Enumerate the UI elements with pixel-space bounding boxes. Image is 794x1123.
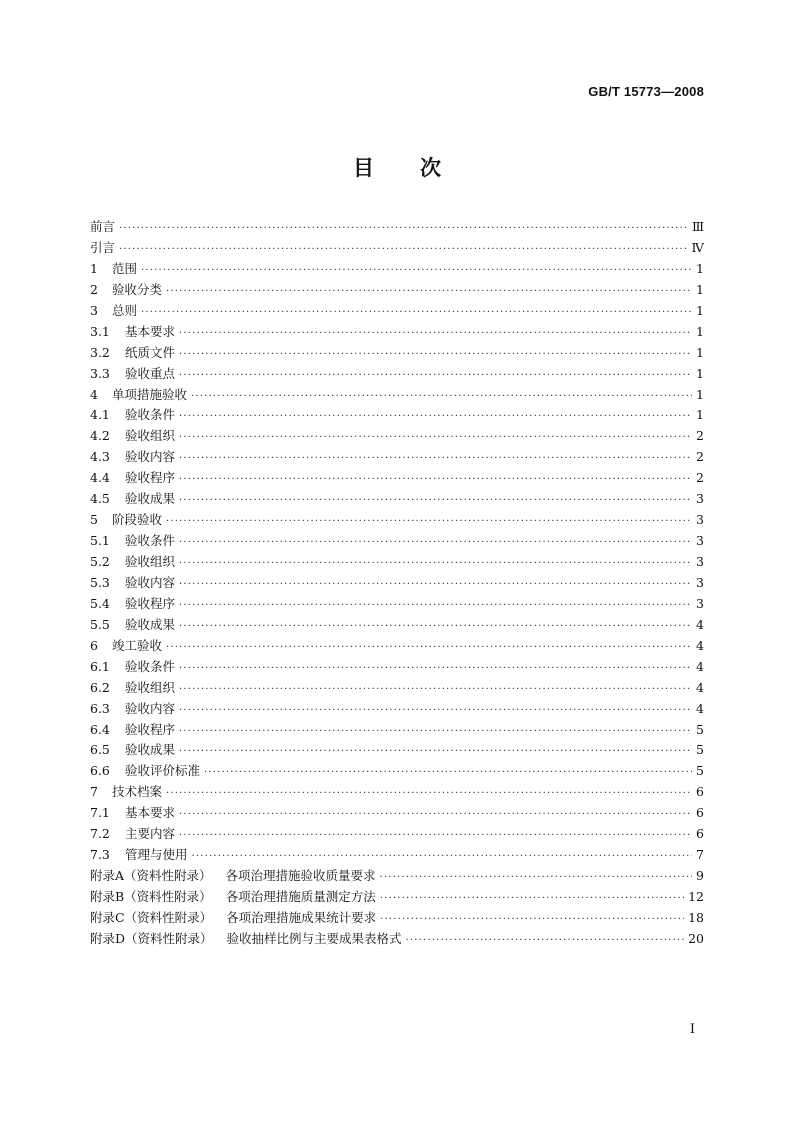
toc-entry-label-group — [90, 761, 200, 782]
toc-entry-number: 5.3 — [90, 574, 110, 590]
toc-entry-page: 2 — [696, 428, 704, 444]
toc-entry-page: 7 — [696, 847, 704, 863]
toc-entry[interactable] — [90, 426, 704, 447]
toc-entry[interactable] — [90, 510, 704, 531]
toc-dot-leader — [179, 701, 692, 722]
toc-dot-leader — [141, 261, 692, 282]
toc-entry-label-group — [90, 740, 175, 761]
toc-entry-page: 4 — [696, 658, 704, 674]
toc-entry-title: 前言 — [90, 219, 116, 234]
toc-title — [0, 152, 794, 182]
toc-dot-leader — [380, 910, 684, 931]
toc-dot-leader — [179, 324, 692, 345]
toc-entry-title: 验收抽样比例与主要成果表格式 — [226, 930, 402, 946]
toc-title-char: 次 — [420, 156, 441, 180]
toc-entry[interactable] — [90, 845, 704, 866]
toc-entry[interactable] — [90, 259, 704, 280]
toc-entry-page: 1 — [696, 386, 704, 402]
toc-entry-page: 3 — [696, 595, 704, 611]
toc-entry-label-group — [90, 929, 402, 950]
toc-entry-label-group — [90, 301, 137, 322]
toc-entry-number: 4.3 — [90, 449, 110, 465]
toc-entry[interactable] — [90, 552, 704, 573]
toc-dot-leader — [179, 742, 692, 763]
toc-entry-number: 6.6 — [90, 763, 110, 779]
toc-entry[interactable] — [90, 908, 704, 929]
toc-dot-leader — [141, 303, 692, 324]
toc-entry-page: 4 — [696, 616, 704, 632]
toc-entry-page: 2 — [696, 449, 704, 465]
toc-entry-label-group — [90, 447, 175, 468]
toc-entry-label-group — [90, 594, 175, 615]
toc-entry-number: 4.4 — [90, 470, 110, 486]
toc-entry-page: 1 — [696, 323, 704, 339]
toc-dot-leader — [380, 868, 692, 889]
toc-entry-title: 验收成果 — [125, 616, 176, 632]
toc-entry-title: 阶段验收 — [112, 512, 163, 528]
toc-entry-title: 验收重点 — [125, 365, 176, 381]
toc-dot-leader — [179, 826, 692, 847]
toc-entry-title: 验收程序 — [125, 595, 176, 611]
toc-entry-number: 4 — [90, 386, 98, 402]
toc-entry-label-group — [90, 866, 376, 887]
toc-dot-leader — [166, 784, 692, 805]
toc-entry-page: 18 — [688, 909, 704, 925]
toc-entry-label-group — [90, 552, 175, 573]
toc-dot-leader — [179, 596, 692, 617]
toc-entry[interactable] — [90, 531, 704, 552]
toc-entry-number: 6 — [90, 637, 98, 653]
toc-dot-leader — [192, 847, 692, 868]
toc-entry-page: 2 — [696, 470, 704, 486]
toc-entry-page: 4 — [696, 637, 704, 653]
toc-entry-title: 验收内容 — [125, 449, 176, 465]
toc-entry-number: 5.4 — [90, 595, 110, 611]
toc-entry-title: 验收内容 — [125, 700, 176, 716]
toc-entry-title: 验收程序 — [125, 470, 176, 486]
toc-dot-leader — [166, 512, 692, 533]
toc-entry-number: 6.4 — [90, 721, 110, 737]
toc-entry[interactable] — [90, 343, 704, 364]
toc-entry-label-group — [90, 887, 376, 908]
toc-entry[interactable] — [90, 803, 704, 824]
toc-entry-label-group — [90, 238, 115, 259]
toc-entry-label-group — [90, 720, 175, 741]
toc-entry-number: 附录D（资料性附录） — [90, 930, 213, 946]
toc-entry-number: 4.1 — [90, 407, 110, 423]
toc-dot-leader — [179, 659, 692, 680]
toc-entry-title: 技术档案 — [112, 784, 163, 800]
toc-entry-number: 1 — [90, 260, 98, 276]
toc-title-char: 目 — [353, 156, 374, 180]
toc-entry-title: 验收组织 — [125, 428, 176, 444]
toc-entry-page: 1 — [696, 407, 704, 423]
toc-entry-title: 主要内容 — [125, 826, 176, 842]
toc-entry-title: 验收条件 — [125, 658, 176, 674]
toc-entry[interactable] — [90, 929, 704, 950]
toc-entry[interactable] — [90, 447, 704, 468]
toc-entry-number: 附录A（资料性附录） — [90, 868, 212, 884]
toc-entry-page: 12 — [688, 889, 704, 904]
toc-entry-page: 3 — [696, 491, 704, 507]
toc-entry-number: 5 — [90, 512, 98, 528]
toc-entry-title: 管理与使用 — [125, 847, 188, 863]
toc-entry[interactable] — [90, 405, 704, 426]
toc-entry[interactable] — [90, 887, 704, 908]
toc-entry-label-group — [90, 343, 175, 364]
toc-entry-title: 验收成果 — [125, 742, 176, 758]
toc-dot-leader — [166, 282, 692, 303]
toc-dot-leader — [191, 387, 692, 408]
toc-entry-title: 引言 — [90, 239, 116, 255]
toc-entry-title: 各项治理措施质量测定方法 — [225, 889, 376, 904]
toc-entry-page: 5 — [696, 721, 704, 737]
toc-dot-leader — [179, 470, 692, 491]
toc-entry-label-group — [90, 699, 175, 720]
toc-entry[interactable] — [90, 385, 704, 406]
toc-entry-label-group — [90, 364, 175, 385]
toc-entry-title: 验收分类 — [112, 281, 163, 297]
toc-entry[interactable] — [90, 824, 704, 845]
toc-entry-page: 6 — [696, 784, 704, 800]
toc-entry[interactable] — [90, 761, 704, 782]
toc-entry[interactable] — [90, 615, 704, 636]
toc-entry[interactable] — [90, 301, 704, 322]
toc-entry-label-group — [90, 803, 175, 824]
toc-dot-leader — [179, 680, 692, 701]
toc-entry-label-group — [90, 489, 175, 510]
toc-entry-label-group — [90, 636, 162, 657]
toc-dot-leader — [179, 533, 692, 554]
toc-dot-leader — [380, 889, 684, 910]
toc-entry-number: 7.1 — [90, 805, 110, 821]
toc-dot-leader — [179, 366, 692, 387]
toc-entry-page: 4 — [696, 679, 704, 695]
toc-dot-leader — [179, 722, 692, 743]
toc-entry[interactable] — [90, 699, 704, 720]
toc-dot-leader — [179, 491, 692, 512]
standard-code: GB/T 15773—2008 — [588, 84, 704, 99]
toc-entry-title: 竣工验收 — [112, 637, 163, 653]
toc-entry-number: 3.2 — [90, 344, 110, 360]
toc-entry-page: 9 — [696, 868, 704, 884]
toc-dot-leader — [204, 763, 692, 784]
toc-entry-label-group — [90, 322, 175, 343]
toc-entry-page: 6 — [696, 826, 704, 842]
toc-entry[interactable] — [90, 322, 704, 343]
toc-entry-title: 单项措施验收 — [112, 386, 188, 402]
toc-entry-title: 验收成果 — [125, 491, 176, 507]
toc-entry-page: 3 — [696, 574, 704, 590]
toc-entry-page: Ⅲ — [691, 219, 704, 234]
toc-entry[interactable] — [90, 782, 704, 803]
toc-entry-title: 各项治理措施验收质量要求 — [225, 868, 376, 884]
toc-entry[interactable] — [90, 636, 704, 657]
toc-entry-label-group — [90, 573, 175, 594]
toc-dot-leader — [179, 575, 692, 596]
toc-entry-label-group — [90, 468, 175, 489]
toc-entry[interactable] — [90, 280, 704, 301]
toc-entry-number: 4.2 — [90, 428, 110, 444]
toc-entry-number: 3.3 — [90, 365, 110, 381]
toc-entry-page: 1 — [696, 302, 704, 318]
toc-entry-number: 7.2 — [90, 826, 110, 842]
toc-entry-page: 5 — [696, 742, 704, 758]
toc-dot-leader — [179, 428, 692, 449]
toc-entry-label-group — [90, 510, 162, 531]
toc-entry-label-group — [90, 782, 162, 803]
toc-entry[interactable] — [90, 238, 704, 259]
toc-list — [90, 217, 704, 950]
toc-dot-leader — [179, 617, 692, 638]
toc-entry-number: 2 — [90, 281, 98, 297]
toc-entry-label-group — [90, 615, 175, 636]
toc-entry-label-group — [90, 405, 175, 426]
toc-entry[interactable] — [90, 489, 704, 510]
toc-entry-page: Ⅳ — [691, 239, 704, 255]
toc-entry-title: 纸质文件 — [125, 344, 176, 360]
toc-entry-number: 6.3 — [90, 700, 110, 716]
toc-entry-label-group — [90, 824, 175, 845]
toc-entry-page: 3 — [696, 533, 704, 549]
toc-entry-number: 3.1 — [90, 323, 110, 339]
page-number: I — [689, 1022, 695, 1037]
toc-entry[interactable] — [90, 866, 704, 887]
toc-entry-number: 4.5 — [90, 491, 110, 507]
toc-entry-title: 验收组织 — [125, 554, 176, 569]
toc-entry-title: 验收程序 — [125, 721, 176, 737]
toc-dot-leader — [119, 219, 688, 240]
toc-entry-number: 附录C（资料性附录） — [90, 909, 213, 925]
toc-entry-page: 1 — [696, 365, 704, 381]
toc-entry-page: 3 — [696, 554, 704, 569]
toc-dot-leader — [179, 345, 692, 366]
toc-entry-number: 附录B（资料性附录） — [90, 889, 212, 904]
toc-entry-page: 4 — [696, 700, 704, 716]
toc-entry-label-group — [90, 678, 175, 699]
toc-entry-number: 3 — [90, 302, 98, 318]
toc-entry-label-group — [90, 845, 188, 866]
toc-entry[interactable] — [90, 678, 704, 699]
toc-entry[interactable] — [90, 364, 704, 385]
toc-entry-number: 5.2 — [90, 554, 110, 569]
toc-dot-leader — [166, 638, 692, 659]
toc-entry-title: 验收条件 — [125, 407, 176, 423]
toc-entry-title: 各项治理措施成果统计要求 — [226, 909, 377, 925]
toc-entry-page: 20 — [688, 930, 704, 946]
toc-entry-label-group — [90, 531, 175, 552]
toc-entry-number: 6.1 — [90, 658, 110, 674]
toc-entry-page: 5 — [696, 763, 704, 779]
toc-entry-number: 7.3 — [90, 847, 110, 863]
toc-dot-leader — [179, 407, 692, 428]
toc-entry-page: 1 — [696, 281, 704, 297]
toc-entry[interactable] — [90, 594, 704, 615]
toc-entry[interactable] — [90, 468, 704, 489]
toc-dot-leader — [179, 554, 692, 575]
toc-entry-title: 验收评价标准 — [125, 763, 201, 779]
toc-dot-leader — [179, 805, 692, 826]
toc-entry-number: 6.5 — [90, 742, 110, 758]
toc-entry[interactable] — [90, 740, 704, 761]
toc-entry[interactable] — [90, 720, 704, 741]
toc-entry-label-group — [90, 426, 175, 447]
toc-entry[interactable] — [90, 217, 704, 238]
toc-entry-title: 基本要求 — [125, 805, 176, 821]
toc-entry-label-group — [90, 657, 175, 678]
toc-entry-number: 7 — [90, 784, 98, 800]
toc-dot-leader — [119, 240, 687, 261]
toc-dot-leader — [406, 931, 685, 952]
toc-entry-title: 总则 — [112, 302, 138, 318]
toc-entry-page: 1 — [696, 344, 704, 360]
toc-entry-number: 5.1 — [90, 533, 110, 549]
toc-entry-label-group — [90, 280, 162, 301]
toc-entry-title: 范围 — [112, 260, 138, 276]
toc-entry-label-group — [90, 908, 376, 929]
toc-dot-leader — [179, 449, 692, 470]
toc-entry-number: 6.2 — [90, 679, 110, 695]
toc-entry-title: 验收内容 — [125, 574, 176, 590]
toc-entry[interactable] — [90, 573, 704, 594]
toc-entry[interactable] — [90, 657, 704, 678]
toc-entry-label-group — [90, 385, 187, 406]
toc-entry-title: 验收条件 — [125, 533, 176, 549]
toc-entry-label-group — [90, 259, 137, 280]
toc-entry-page: 6 — [696, 805, 704, 821]
toc-entry-title: 基本要求 — [125, 323, 176, 339]
toc-entry-number: 5.5 — [90, 616, 110, 632]
toc-entry-title: 验收组织 — [125, 679, 176, 695]
toc-entry-page: 1 — [696, 260, 704, 276]
toc-entry-label-group — [90, 217, 115, 238]
toc-entry-page: 3 — [696, 512, 704, 528]
